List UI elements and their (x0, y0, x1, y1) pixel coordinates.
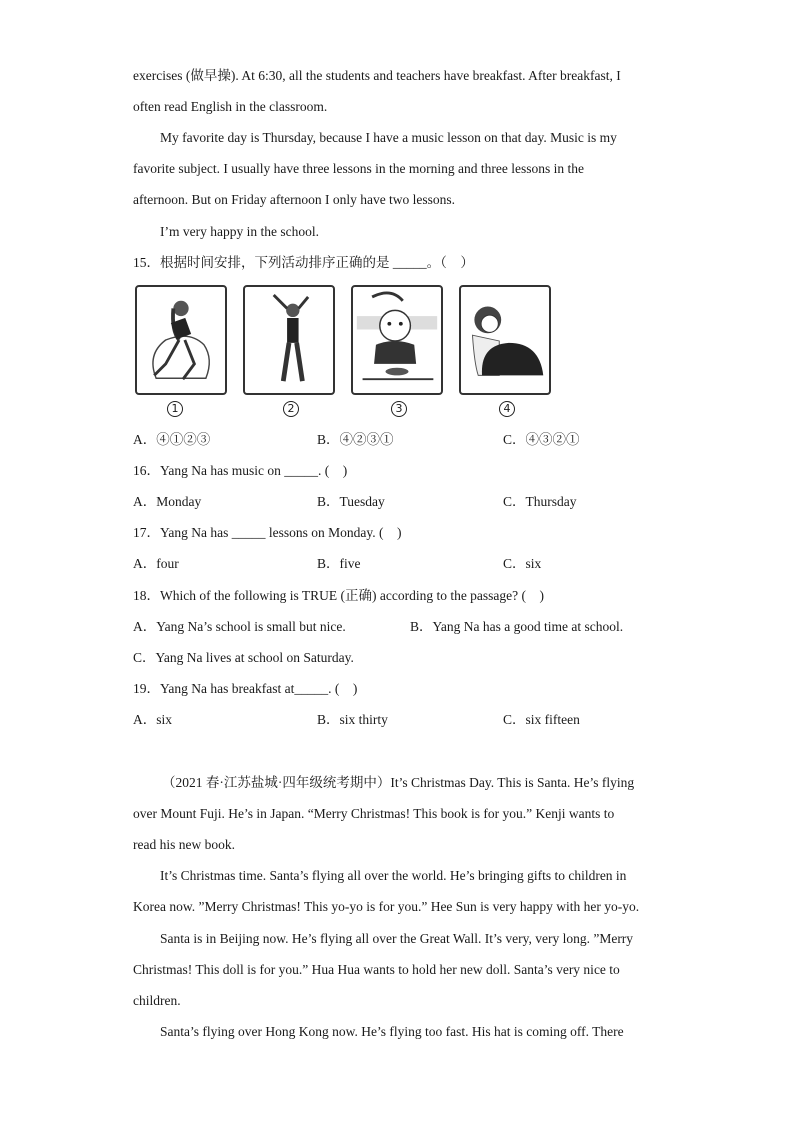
reading-girl-illustration (137, 287, 225, 393)
q17-option-c[interactable]: C．six (503, 556, 542, 571)
q15-option-a[interactable]: A．④①②③ (133, 432, 211, 447)
passage2-line: Santa is in Beijing now. He’s flying all over the Great Wall. It’s very, very long. ”Merry (160, 931, 634, 946)
passage-line: I’m very happy in the school. (160, 224, 319, 239)
question-15-stem: 15．根据时间安排，下列活动排序正确的是 _____。（ ） (133, 255, 474, 270)
question-17-stem: 17．Yang Na has _____ lessons on Monday. ( ) (133, 525, 402, 540)
eating-girl-illustration (353, 287, 441, 393)
q17-option-a[interactable]: A．four (133, 556, 179, 571)
picture-label-4: 4 (499, 401, 515, 417)
picture-label-2: 2 (283, 401, 299, 417)
q19-option-a[interactable]: A．six (133, 712, 173, 727)
passage2-line: It’s Christmas time. Santa’s flying all over the world. He’s bringing gifts to children in (160, 868, 627, 883)
q18-option-b[interactable]: B．Yang Na has a good time at school. (410, 619, 624, 634)
q19-option-b[interactable]: B．six thirty (317, 712, 388, 727)
passage2-line: over Mount Fuji. He’s in Japan. “Merry Christmas! This book is for you.” Kenji wants to (133, 806, 615, 821)
picture-sleeping-girl (459, 285, 551, 395)
question-19-stem: 19．Yang Na has breakfast at_____. ( ) (133, 681, 358, 696)
q16-option-c[interactable]: C．Thursday (503, 494, 577, 509)
picture-exercising-girl (243, 285, 335, 395)
passage-line: My favorite day is Thursday, because I have a music lesson on that day. Music is my (160, 130, 617, 145)
q16-option-b[interactable]: B．Tuesday (317, 494, 385, 509)
q19-option-c[interactable]: C．six fifteen (503, 712, 580, 727)
question-16-stem: 16．Yang Na has music on _____. ( ) (133, 463, 348, 478)
passage2-line: Korea now. ”Merry Christmas! This yo-yo is for you.” Hee Sun is very happy with her yo-yo. (133, 899, 640, 914)
passage2-line: read his new book. (133, 837, 235, 852)
q15-option-c[interactable]: C．④③②① (503, 432, 580, 447)
question-18-stem: 18．Which of the following is TRUE (正确) according to the passage? ( ) (133, 588, 545, 603)
q16-option-a[interactable]: A．Monday (133, 494, 202, 509)
passage-line: favorite subject. I usually have three lessons in the morning and three lessons in the (133, 161, 585, 176)
passage-line: afternoon. But on Friday afternoon I only have two lessons. (133, 192, 456, 207)
q15-option-b[interactable]: B．④②③① (317, 432, 394, 447)
q18-option-c[interactable]: C．Yang Na lives at school on Saturday. (133, 650, 354, 665)
passage-line: exercises (做早操). At 6:30, all the students and teachers have breakfast. After breakfast, I (133, 68, 621, 83)
sleeping-girl-illustration (461, 287, 549, 393)
passage2-line: Christmas! This doll is for you.” Hua Hua wants to hold her new doll. Santa’s very nice to (133, 962, 620, 977)
passage2-line: （2021 春·江苏盐城·四年级统考期中）It’s Christmas Day. This is Santa. He’s flying (162, 775, 635, 790)
picture-eating-girl (351, 285, 443, 395)
picture-label-1: 1 (167, 401, 183, 417)
exercising-girl-illustration (245, 287, 333, 393)
passage-line: often read English in the classroom. (133, 99, 328, 114)
q18-option-a[interactable]: A．Yang Na’s school is small but nice. (133, 619, 346, 634)
picture-label-3: 3 (391, 401, 407, 417)
q17-option-b[interactable]: B．five (317, 556, 361, 571)
picture-reading-girl (135, 285, 227, 395)
passage2-line: children. (133, 993, 181, 1008)
passage2-line: Santa’s flying over Hong Kong now. He’s flying too fast. His hat is coming off. There (160, 1024, 624, 1039)
